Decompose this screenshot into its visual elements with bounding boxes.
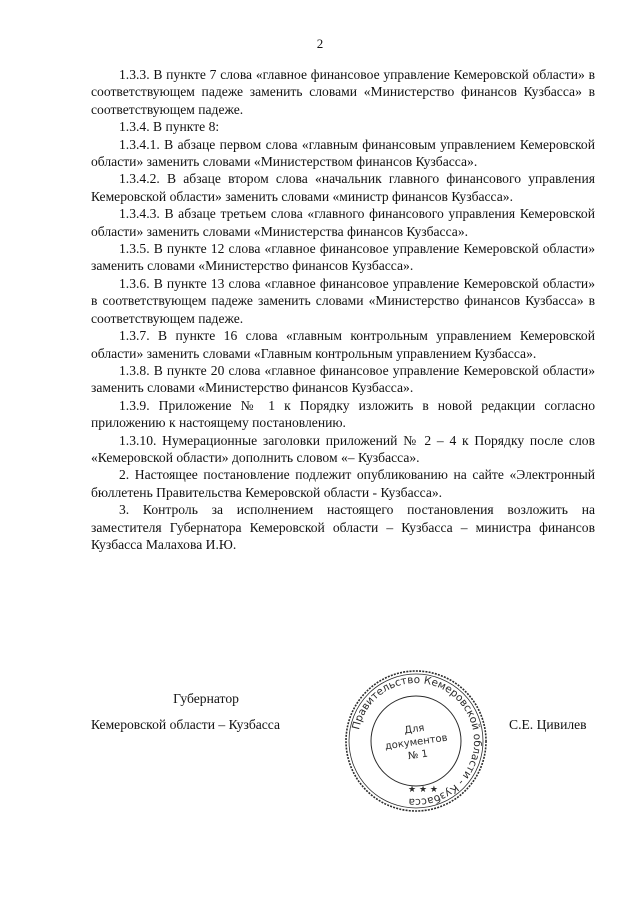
page-number: 2	[316, 36, 324, 51]
paragraph-1-3-3: 1.3.3. В пункте 7 слова «главное финансовое управление Кемеровской области» в соответствующем падеже заменить словами «Министерство финансов Кузбасса» в соответствующем падеже.	[91, 67, 595, 117]
paragraph-3: 3. Контроль за исполнением настоящего постановления возложить на заместителя Губернатора Кемеровской области – Кузбасса – министра финансов Кузбасса Малахова И.Ю.	[91, 502, 595, 552]
paragraph-1-3-4-2: 1.3.4.2. В абзаце втором слова «начальник главного финансового управления Кемеровской области» заменить словами «министр финансов Кузбасса».	[91, 171, 595, 204]
paragraph-1-3-4-1: 1.3.4.1. В абзаце первом слова «главным финансовым управлением Кемеровской области» заменить словами «Министерством финансов Кузбасса».	[91, 136, 595, 170]
paragraph-1-3-4: 1.3.4. В пункте 8:	[119, 119, 220, 135]
paragraph-1-3-6: 1.3.6. В пункте 13 слова «главное финансовое управление Кемеровской области» в соответствующем падеже заменить словами «Министерство финансов Кузбасса» в соответствующем падеже.	[91, 275, 595, 326]
paragraph-1-3-10: 1.3.10. Нумерационные заголовки приложений № 2 – 4 к Порядку после слов «Кемеровской области» дополнить словом «– Кузбасса».	[91, 432, 595, 465]
document-body	[91, 66, 595, 553]
stamp-center-line2: документов	[384, 732, 449, 753]
official-stamp-icon	[341, 666, 491, 816]
paragraph-1-3-4-3: 1.3.4.3. В абзаце третьем слова «главного финансового управления Кемеровской области» заменить словами «Министерства финансов Кузбасса».	[91, 206, 595, 239]
signatory-name: С.Е. Цивилев	[509, 717, 587, 732]
stamp-center-line3: № 1	[407, 748, 429, 763]
signatory-title: Губернатор	[173, 691, 239, 706]
paragraph-2: 2. Настоящее постановление подлежит опубликованию на сайте «Электронный бюллетень Правительства Кемеровской области - Кузбасса».	[91, 467, 595, 500]
stamp-center-line1: Для	[403, 722, 426, 737]
signatory-region: Кемеровской области – Кузбасса	[91, 717, 281, 732]
paragraph-1-3-8: 1.3.8. В пункте 20 слова «главное финансовое управление Кемеровской области» заменить словами «Министерство финансов Кузбасса».	[91, 362, 595, 396]
signature-block	[0, 690, 640, 820]
paragraph-1-3-9: 1.3.9. Приложение № 1 к Порядку изложить в новой редакции согласно приложению к настоящему постановлению.	[91, 397, 595, 431]
paragraph-1-3-5: 1.3.5. В пункте 12 слова «главное финансовое управление Кемеровской области» заменить словами «Министерство финансов Кузбасса».	[91, 241, 595, 274]
paragraph-1-3-7: 1.3.7. В пункте 16 слова «главным контрольным управлением Кемеровской области» заменить словами «Главным контрольным управлением Кузбасса».	[91, 328, 595, 361]
stamp-stars: ★ ★ ★	[408, 785, 438, 795]
stamp-ring-text: Правительство Кемеровской области - Кузбасса	[350, 673, 484, 809]
signatory-position	[91, 690, 321, 734]
